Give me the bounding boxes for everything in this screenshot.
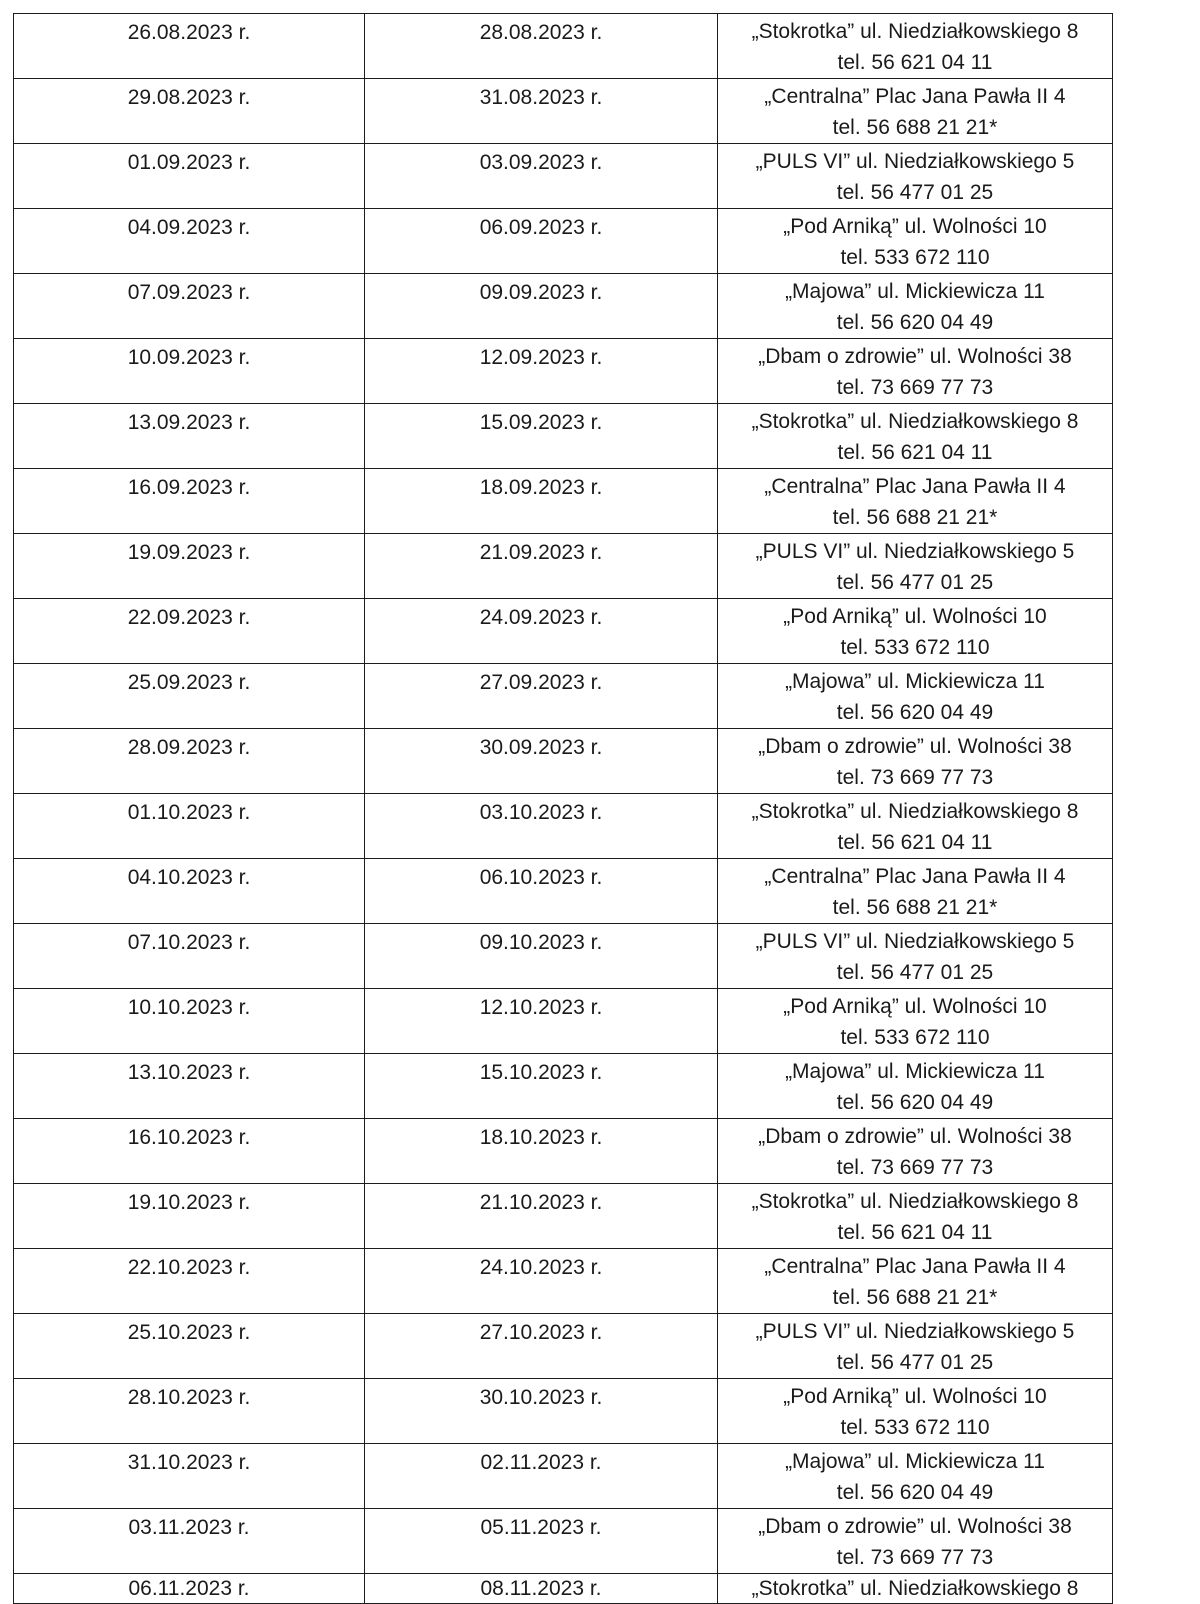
pharmacy-duty-schedule-table <box>13 13 1113 1604</box>
duty-end-date: 27.09.2023 r. <box>365 664 718 729</box>
table-row <box>14 404 1113 469</box>
pharmacy-phone: tel. 56 621 04 11 <box>837 441 993 464</box>
pharmacy-cell <box>718 599 1113 664</box>
table-row <box>14 274 1113 339</box>
table-row <box>14 1314 1113 1379</box>
pharmacy-name-address: „Stokrotka” ul. Niedziałkowskiego 8 <box>751 1577 1079 1600</box>
table-row <box>14 209 1113 274</box>
pharmacy-phone: tel. 533 672 110 <box>840 246 990 269</box>
duty-end-date: 12.10.2023 r. <box>365 989 718 1054</box>
duty-start-date: 10.10.2023 r. <box>14 989 365 1054</box>
pharmacy-name-address: „Majowa” ul. Mickiewicza 11 <box>785 670 1045 693</box>
pharmacy-name-address: „Centralna” Plac Jana Pawła II 4 <box>764 475 1066 498</box>
pharmacy-cell <box>718 14 1113 79</box>
duty-start-date: 28.10.2023 r. <box>14 1379 365 1444</box>
duty-start-date: 01.10.2023 r. <box>14 794 365 859</box>
pharmacy-cell <box>718 79 1113 144</box>
table-row <box>14 144 1113 209</box>
pharmacy-phone: tel. 73 669 77 73 <box>836 1546 994 1569</box>
pharmacy-cell <box>718 1379 1113 1444</box>
pharmacy-name-address: „Pod Arniką” ul. Wolności 10 <box>783 215 1047 238</box>
pharmacy-phone: tel. 56 688 21 21* <box>832 506 998 529</box>
schedule-table-body <box>14 14 1113 1604</box>
duty-end-date: 06.09.2023 r. <box>365 209 718 274</box>
pharmacy-phone: tel. 56 477 01 25 <box>836 1351 994 1374</box>
duty-start-date: 22.10.2023 r. <box>14 1249 365 1314</box>
duty-start-date: 07.10.2023 r. <box>14 924 365 989</box>
pharmacy-cell <box>718 534 1113 599</box>
pharmacy-phone: tel. 56 620 04 49 <box>836 1091 994 1114</box>
pharmacy-cell <box>718 339 1113 404</box>
duty-end-date: 24.09.2023 r. <box>365 599 718 664</box>
duty-end-date: 15.10.2023 r. <box>365 1054 718 1119</box>
duty-start-date: 28.09.2023 r. <box>14 729 365 794</box>
pharmacy-name-address: „Stokrotka” ul. Niedziałkowskiego 8 <box>751 20 1079 43</box>
pharmacy-phone: tel. 533 672 110 <box>840 1416 990 1439</box>
pharmacy-name-address: „Pod Arniką” ul. Wolności 10 <box>783 995 1047 1018</box>
table-row <box>14 79 1113 144</box>
pharmacy-phone: tel. 56 620 04 49 <box>836 701 994 724</box>
pharmacy-name-address: „Dbam o zdrowie” ul. Wolności 38 <box>758 345 1072 368</box>
pharmacy-phone: tel. 533 672 110 <box>840 636 990 659</box>
duty-end-date: 31.08.2023 r. <box>365 79 718 144</box>
duty-end-date: 30.10.2023 r. <box>365 1379 718 1444</box>
pharmacy-phone: tel. 533 672 110 <box>840 1026 990 1049</box>
duty-end-date: 03.09.2023 r. <box>365 144 718 209</box>
pharmacy-name-address: „Centralna” Plac Jana Pawła II 4 <box>764 1255 1066 1278</box>
pharmacy-cell <box>718 1444 1113 1509</box>
table-row <box>14 1574 1113 1604</box>
pharmacy-phone: tel. 56 621 04 11 <box>837 831 993 854</box>
duty-start-date: 31.10.2023 r. <box>14 1444 365 1509</box>
pharmacy-name-address: „Stokrotka” ul. Niedziałkowskiego 8 <box>751 1190 1079 1213</box>
pharmacy-cell <box>718 859 1113 924</box>
table-row <box>14 339 1113 404</box>
duty-end-date: 18.10.2023 r. <box>365 1119 718 1184</box>
duty-start-date: 13.09.2023 r. <box>14 404 365 469</box>
duty-end-date: 02.11.2023 r. <box>365 1444 718 1509</box>
pharmacy-phone: tel. 56 477 01 25 <box>836 181 994 204</box>
duty-end-date: 28.08.2023 r. <box>365 14 718 79</box>
table-row <box>14 14 1113 79</box>
duty-start-date: 03.11.2023 r. <box>14 1509 365 1574</box>
pharmacy-cell <box>718 1054 1113 1119</box>
pharmacy-phone: tel. 56 620 04 49 <box>836 311 994 334</box>
pharmacy-name-address: „Centralna” Plac Jana Pawła II 4 <box>764 85 1066 108</box>
pharmacy-cell <box>718 794 1113 859</box>
pharmacy-name-address: „PULS VI” ul. Niedziałkowskiego 5 <box>755 150 1075 173</box>
pharmacy-cell <box>718 1249 1113 1314</box>
pharmacy-name-address: „Majowa” ul. Mickiewicza 11 <box>785 1450 1045 1473</box>
duty-end-date: 27.10.2023 r. <box>365 1314 718 1379</box>
duty-end-date: 12.09.2023 r. <box>365 339 718 404</box>
duty-end-date: 15.09.2023 r. <box>365 404 718 469</box>
table-row <box>14 1509 1113 1574</box>
table-row <box>14 859 1113 924</box>
pharmacy-cell <box>718 404 1113 469</box>
duty-start-date: 19.10.2023 r. <box>14 1184 365 1249</box>
pharmacy-cell <box>718 1184 1113 1249</box>
table-row <box>14 1444 1113 1509</box>
pharmacy-name-address: „PULS VI” ul. Niedziałkowskiego 5 <box>755 930 1075 953</box>
pharmacy-name-address: „Pod Arniką” ul. Wolności 10 <box>783 1385 1047 1408</box>
pharmacy-name-address: „Dbam o zdrowie” ul. Wolności 38 <box>758 1515 1072 1538</box>
duty-end-date: 24.10.2023 r. <box>365 1249 718 1314</box>
pharmacy-name-address: „Dbam o zdrowie” ul. Wolności 38 <box>758 1125 1072 1148</box>
duty-start-date: 10.09.2023 r. <box>14 339 365 404</box>
table-row <box>14 1184 1113 1249</box>
duty-start-date: 22.09.2023 r. <box>14 599 365 664</box>
pharmacy-cell <box>718 989 1113 1054</box>
duty-end-date: 09.10.2023 r. <box>365 924 718 989</box>
pharmacy-phone: tel. 56 621 04 11 <box>837 1221 993 1244</box>
table-row <box>14 469 1113 534</box>
duty-start-date: 04.10.2023 r. <box>14 859 365 924</box>
table-row <box>14 989 1113 1054</box>
pharmacy-cell <box>718 209 1113 274</box>
table-row <box>14 729 1113 794</box>
pharmacy-phone: tel. 56 688 21 21* <box>832 116 998 139</box>
table-row <box>14 1119 1113 1184</box>
duty-end-date: 18.09.2023 r. <box>365 469 718 534</box>
pharmacy-phone: tel. 73 669 77 73 <box>836 766 994 789</box>
pharmacy-phone: tel. 56 688 21 21* <box>832 896 998 919</box>
duty-end-date: 05.11.2023 r. <box>365 1509 718 1574</box>
pharmacy-cell <box>718 664 1113 729</box>
duty-end-date: 09.09.2023 r. <box>365 274 718 339</box>
pharmacy-name-address: „PULS VI” ul. Niedziałkowskiego 5 <box>755 1320 1075 1343</box>
pharmacy-cell <box>718 1119 1113 1184</box>
duty-start-date: 19.09.2023 r. <box>14 534 365 599</box>
duty-start-date: 07.09.2023 r. <box>14 274 365 339</box>
table-row <box>14 1379 1113 1444</box>
pharmacy-name-address: „Stokrotka” ul. Niedziałkowskiego 8 <box>751 410 1079 433</box>
pharmacy-cell <box>718 274 1113 339</box>
pharmacy-phone: tel. 56 477 01 25 <box>836 961 994 984</box>
duty-start-date: 29.08.2023 r. <box>14 79 365 144</box>
pharmacy-cell <box>718 1509 1113 1574</box>
pharmacy-name-address: „Centralna” Plac Jana Pawła II 4 <box>764 865 1066 888</box>
pharmacy-cell <box>718 729 1113 794</box>
duty-start-date: 01.09.2023 r. <box>14 144 365 209</box>
pharmacy-phone: tel. 73 669 77 73 <box>836 1156 994 1179</box>
table-row <box>14 1054 1113 1119</box>
pharmacy-cell <box>718 924 1113 989</box>
pharmacy-name-address: „Dbam o zdrowie” ul. Wolności 38 <box>758 735 1072 758</box>
duty-end-date: 03.10.2023 r. <box>365 794 718 859</box>
duty-start-date: 04.09.2023 r. <box>14 209 365 274</box>
duty-start-date: 25.10.2023 r. <box>14 1314 365 1379</box>
duty-start-date: 25.09.2023 r. <box>14 664 365 729</box>
duty-start-date: 13.10.2023 r. <box>14 1054 365 1119</box>
duty-end-date: 21.10.2023 r. <box>365 1184 718 1249</box>
table-row <box>14 664 1113 729</box>
duty-start-date: 06.11.2023 r. <box>14 1574 365 1604</box>
pharmacy-phone: tel. 56 688 21 21* <box>832 1286 998 1309</box>
duty-start-date: 26.08.2023 r. <box>14 14 365 79</box>
pharmacy-name-address: „Stokrotka” ul. Niedziałkowskiego 8 <box>751 800 1079 823</box>
duty-end-date: 06.10.2023 r. <box>365 859 718 924</box>
table-row <box>14 924 1113 989</box>
pharmacy-cell <box>718 1314 1113 1379</box>
pharmacy-cell <box>718 1574 1113 1604</box>
pharmacy-name-address: „PULS VI” ul. Niedziałkowskiego 5 <box>755 540 1075 563</box>
table-row <box>14 534 1113 599</box>
table-row <box>14 599 1113 664</box>
duty-start-date: 16.09.2023 r. <box>14 469 365 534</box>
duty-end-date: 30.09.2023 r. <box>365 729 718 794</box>
pharmacy-cell <box>718 144 1113 209</box>
duty-end-date: 21.09.2023 r. <box>365 534 718 599</box>
pharmacy-phone: tel. 73 669 77 73 <box>836 376 994 399</box>
pharmacy-phone: tel. 56 620 04 49 <box>836 1481 994 1504</box>
pharmacy-name-address: „Pod Arniką” ul. Wolności 10 <box>783 605 1047 628</box>
pharmacy-name-address: „Majowa” ul. Mickiewicza 11 <box>785 280 1045 303</box>
pharmacy-cell <box>718 469 1113 534</box>
pharmacy-phone: tel. 56 621 04 11 <box>837 51 993 74</box>
table-row <box>14 1249 1113 1314</box>
pharmacy-name-address: „Majowa” ul. Mickiewicza 11 <box>785 1060 1045 1083</box>
duty-start-date: 16.10.2023 r. <box>14 1119 365 1184</box>
duty-end-date: 08.11.2023 r. <box>365 1574 718 1604</box>
pharmacy-phone: tel. 56 477 01 25 <box>836 571 994 594</box>
table-row <box>14 794 1113 859</box>
